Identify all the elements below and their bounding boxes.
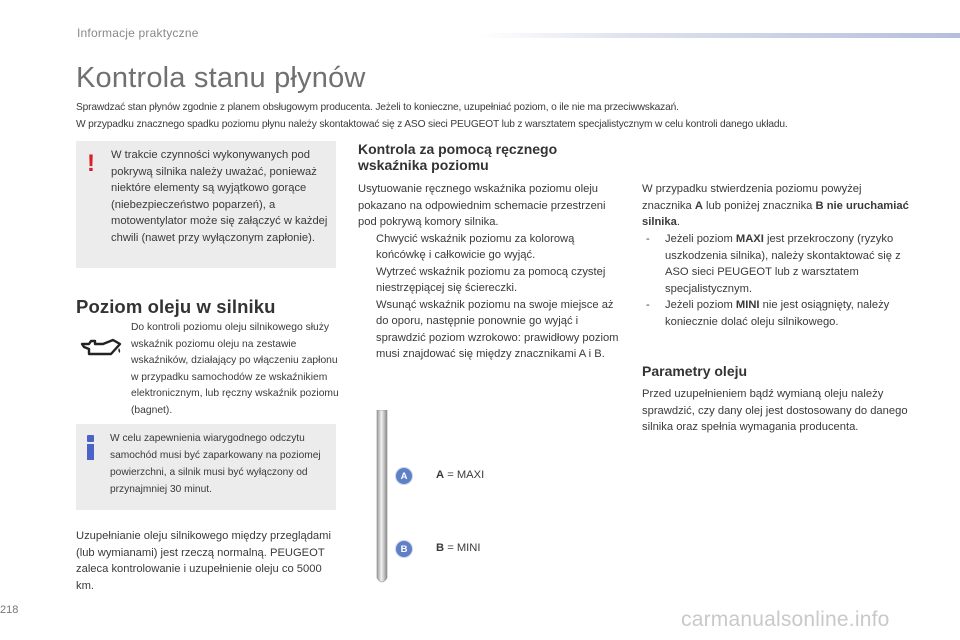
- manual-step-1-text: Chwycić wskaźnik poziomu za kolorową końcówkę i całkowicie go wyjąć.: [376, 232, 575, 261]
- refill-text: Uzupełnianie oleju silnikowego między przeglądami (lub wymianami) jest rzeczą normalną. PEUGEOT zaleca kontrolowanie i uzupełnienie oleju co 5000 km.: [76, 530, 331, 592]
- section-header: Informacje praktyczne: [77, 26, 199, 40]
- level-warning-text: W przypadku stwierdzenia poziomu powyżej znacznika A lub poniżej znacznika B nie uruchamiać silnika.: [642, 183, 909, 228]
- page-title: Kontrola stanu płynów: [76, 62, 366, 94]
- dipstick-icon: [374, 410, 390, 585]
- level-b-label: B = MINI: [436, 542, 481, 554]
- oil-params-text: Przed uzupełnieniem bądź wymianą oleju należy sprawdzić, czy dany olej jest dostosowany do danego silnika oraz spełnia wymagania producenta.: [642, 388, 908, 433]
- info-box: [76, 424, 336, 510]
- oil-params-heading: Parametry oleju: [642, 363, 748, 379]
- watermark: carmanualsonline.info: [681, 608, 890, 631]
- manual-step-3: [358, 297, 620, 363]
- level-actions-list: [642, 231, 910, 330]
- page-number: 218: [0, 604, 19, 616]
- manual-gauge-intro: Usytuowanie ręcznego wskaźnika poziomu oleju pokazano na odpowiednim schemacie przestrzeni pod pokrywą komory silnika.: [358, 183, 606, 228]
- manual-step-3-text: Wsunąć wskaźnik poziomu na swoje miejsce aż do oporu, następnie ponownie go wyjąć i sprawdzić poziom wzrokowo: prawidłowy poziom musi znajdować się między znacznikami A i B.: [376, 298, 619, 360]
- intro-line-1: Sprawdzać stan płynów zgodnie z planem obsługowym producenta. Jeżeli to konieczne, uzupełniać poziom, o ile nie ma przeciwwskazań.: [76, 102, 679, 113]
- level-action-maxi: - Jeżeli poziom MAXI jest przekroczony (ryzyko uszkodzenia silnika), należy skontaktować się z ASO sieci PEUGEOT lub z warsztatem specjalistycznym.: [646, 233, 901, 295]
- info-text: W celu zapewnienia wiarygodnego odczytu samochód musi być zaparkowany na poziomej powierzchni, a silnik musi być wyłączony od przynajmniej 30 minut.: [110, 433, 321, 495]
- manual-step-2: [358, 264, 620, 297]
- oil-level-description: Do kontroli poziomu oleju silnikowego służy wskaźnik poziomu oleju na zestawie wskaźników, działający po włączeniu zapłonu w przypadku samochodów ze wskaźnikiem elektronicznym, lub ręczny wskaźnik poziomu (bagnet).: [131, 322, 339, 416]
- manual-gauge-heading: Kontrola za pomocą ręcznego wskaźnika poziomu: [358, 141, 558, 173]
- level-a-label: A = MAXI: [436, 469, 485, 481]
- warning-text: W trakcie czynności wykonywanych pod pokrywą silnika należy uważać, ponieważ niektóre elementy są wyjątkowo gorące (niebezpieczeństwo poparzeń), a motowentylator może się załączyć w każdej chwili (nawet przy wyłączonym zapłonie).: [111, 149, 328, 244]
- exclamation-icon: !: [87, 150, 95, 177]
- manual-step-2-text: Wytrzeć wskaźnik poziomu za pomocą czystej niestrzępiącej się ściereczki.: [376, 265, 606, 294]
- oil-level-heading: Poziom oleju w silniku: [76, 296, 276, 317]
- warning-box: [76, 141, 336, 268]
- info-icon: [86, 435, 95, 460]
- level-action-mini: - Jeżeli poziom MINI nie jest osiągnięty, należy koniecznie dolać oleju silnikowego.: [646, 299, 890, 328]
- intro-line-2: W przypadku znacznego spadku poziomu płynu należy skontaktować się z ASO sieci PEUGEOT lub z warsztatem specjalistycznym w celu kontroli danego układu.: [76, 119, 788, 130]
- manual-step-1: [358, 231, 620, 264]
- manual-gauge-body: [358, 181, 620, 363]
- header-bar: [480, 33, 960, 38]
- marker-a-badge: A: [395, 467, 413, 485]
- marker-b-badge: B: [395, 540, 413, 558]
- oil-can-icon: [80, 335, 122, 359]
